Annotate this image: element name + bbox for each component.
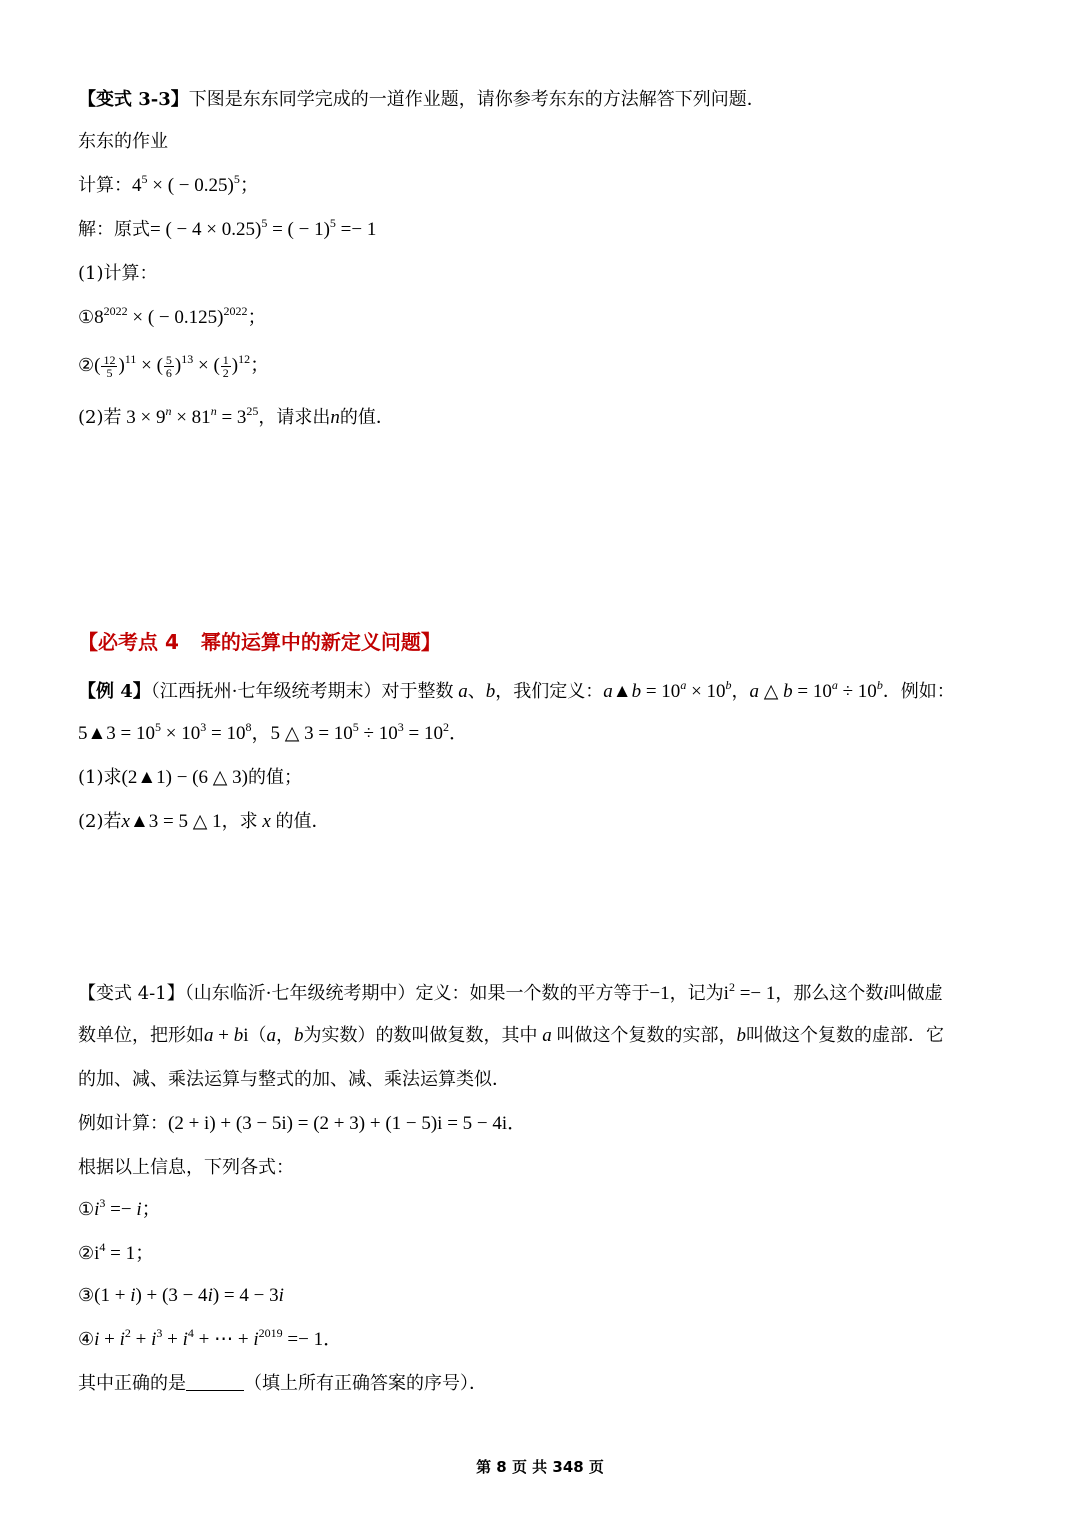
variant-4-1-info: 根据以上信息，下列各式： [78,1157,294,1178]
statement-3: ③(1 + i) + (3 − 4i) = 4 − 3i [78,1285,284,1306]
statement-1: $①i^3 =- i$； [78,1196,161,1220]
section-heading: 【必考点 4 幂的运算中的新定义问题】 [78,630,441,654]
homework-title: 东东的作业 [78,131,168,152]
example-tag: 【例 4】 [78,681,151,702]
question-1b: ②( $\frac{12}{5}$ )$^{11}$ × ( $\frac{5}{6}$ )$^{13}$ × ( $\frac{1}{2}$ )$^{12}$； [78,352,270,381]
variant-4-1-line2: 数单位，把形如a + bi（a，b为实数）的数叫做复数，其中 a 叫做这个复数的实部，b叫做这个复数的虚部．它 [78,1025,944,1046]
question-1a: $①8^{2022}$ × ( − 0.125)$^{2022}$； [78,304,267,328]
variant-4-1-line1: 【变式 4-1】（山东临沂·七年级统考期中）定义：如果一个数的平方等于−1，记为$i^2 =- 1$，那么这个数i叫做虚 [78,980,943,1004]
example-4-intro: 【例 4】（江西抚州·七年级统考期末）对于整数 a、b，我们定义：a▲b = $10^a \times 10^b$，a △ $b = 10^a \div 10^b$．例如： [78,678,955,702]
example-4-demo: 5▲3 = $10^5 \times 10^3 = 10^8$，5 △ $3 = 10^5 \div 10^3 = 10^2$． [78,720,468,744]
variant-4-1-example: 例如计算：(2 + i) + (3 − 5i) = (2 + 3) + (1 − 5)i = 5 − 4i． [78,1113,527,1134]
example-4-q1: (1)求(2▲1) − (6 △ 3)的值； [78,767,302,788]
statement-2: $②i^4 = 1$； [78,1240,155,1264]
page-footer: 第 8 页 共 348 页 [476,1458,604,1476]
answer-prompt: 其中正确的是 （填上所有正确答案的序号）． [78,1373,487,1394]
example-4-q2: (2)若x▲3 = 5 △ 1，求 x 的值． [78,811,330,832]
question-2: (2)若 $3 \times 9^n \times 81^n = 3^{25}$，请求出n的值． [78,404,394,428]
question-1-label: (1)计算： [78,263,158,284]
variant-4-1-line3: 的加、减、乘法运算与整式的加、减、乘法运算类似． [78,1069,510,1090]
variant-tag: 【变式 3-3】 [78,89,189,110]
variant-3-3-intro: 【变式 3-3】下图是东东同学完成的一道作业题，请你参考东东的方法解答下列问题． [78,89,765,110]
statement-4: ④i + $i^2 + i^3 + i^4$ + ⋯ + $i^{2019} =- 1$． [78,1326,343,1350]
answer-blank[interactable] [186,1372,244,1391]
homework-solution: 解：原式= ( − 4 × 0.25)$^5$ = ( − 1)$^5$ =− 1 [78,216,377,240]
homework-calc: 计算：$4^5$ × ( − 0.25)$^5$； [78,172,259,196]
